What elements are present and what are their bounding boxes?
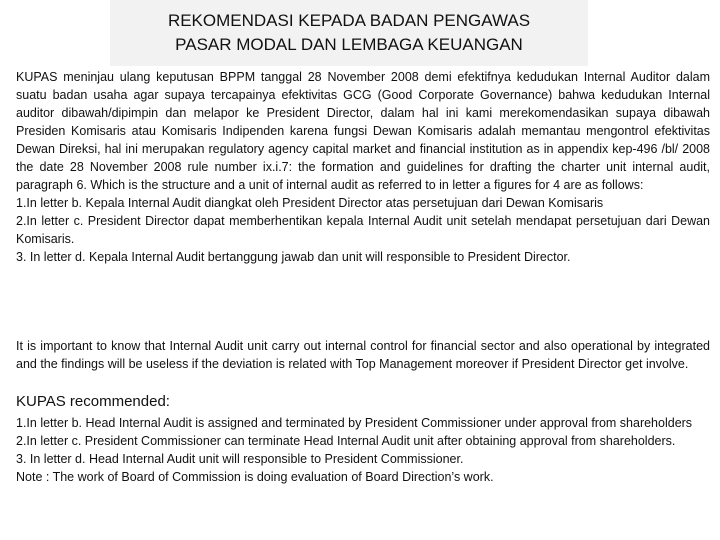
title-line-1: REKOMENDASI KEPADA BADAN PENGAWAS xyxy=(167,11,531,30)
recommendation-item-1: 1.In letter b. Head Internal Audit is assigned and terminated by President Commissioner under approval from shareholders xyxy=(16,416,693,430)
review-item-2: 2.In letter c. President Director dapat memberhentikan kepala Internal Audit unit setelah mendapat persetujuan dari Dewan Komisaris. xyxy=(16,214,710,246)
review-section xyxy=(16,68,710,266)
recommendation-heading: KUPAS recommended: xyxy=(16,393,170,410)
recommendation-section xyxy=(16,414,710,486)
recommendation-item-3: 3. In letter d. Head Internal Audit unit will responsible to President Commissioner. xyxy=(16,452,464,466)
importance-section xyxy=(16,337,710,373)
review-paragraph: KUPAS meninjau ulang keputusan BPPM tanggal 28 November 2008 demi efektifnya kedudukan Internal Auditor dalam suatu badan usaha agar supaya tercapainya efektivitas GCG (Good Corporate Governance) bahwa kedudukan Internal auditor dibawah/dipimpin dan melapor ke President Director, dalam hal ini kami merekomendasikan supaya dibawah Presiden Komisaris atau Komisaris Indipenden karena fungsi Dewan Komisaris adalah memantau mengontrol efektivitas Dewan Direksi, hal ini merupakan regulatory agency capital market and financial institution as in appendix kep-496 /bl/ 2008 the date 28 November 2008 rule number ix.i.7: the formation and guidelines for drafting the charter unit internal audit, paragraph 6. Which is the structure and a unit of internal audit as referred to in letter a figures for 4 are as follows: xyxy=(16,70,710,192)
review-item-1: 1.In letter b. Kepala Internal Audit diangkat oleh President Director atas persetujuan dari Dewan Komisaris xyxy=(16,196,604,210)
review-item-3: 3. In letter d. Kepala Internal Audit bertanggung jawab dan unit will responsible to President Director. xyxy=(16,250,571,264)
recommendation-note: Note : The work of Board of Commission is doing evaluation of Board Direction’s work. xyxy=(16,470,494,484)
importance-paragraph: It is important to know that Internal Audit unit carry out internal control for financial sector and also operational by integrated and the findings will be useless if the deviation is related with Top Management moreover if President Director get involve. xyxy=(16,339,710,371)
title-box xyxy=(110,0,588,66)
title-line-2: PASAR MODAL DAN LEMBAGA KEUANGAN xyxy=(175,35,523,54)
recommendation-item-2: 2.In letter c. President Commissioner can terminate Head Internal Audit unit after obtaining approval from shareholders. xyxy=(16,434,676,448)
